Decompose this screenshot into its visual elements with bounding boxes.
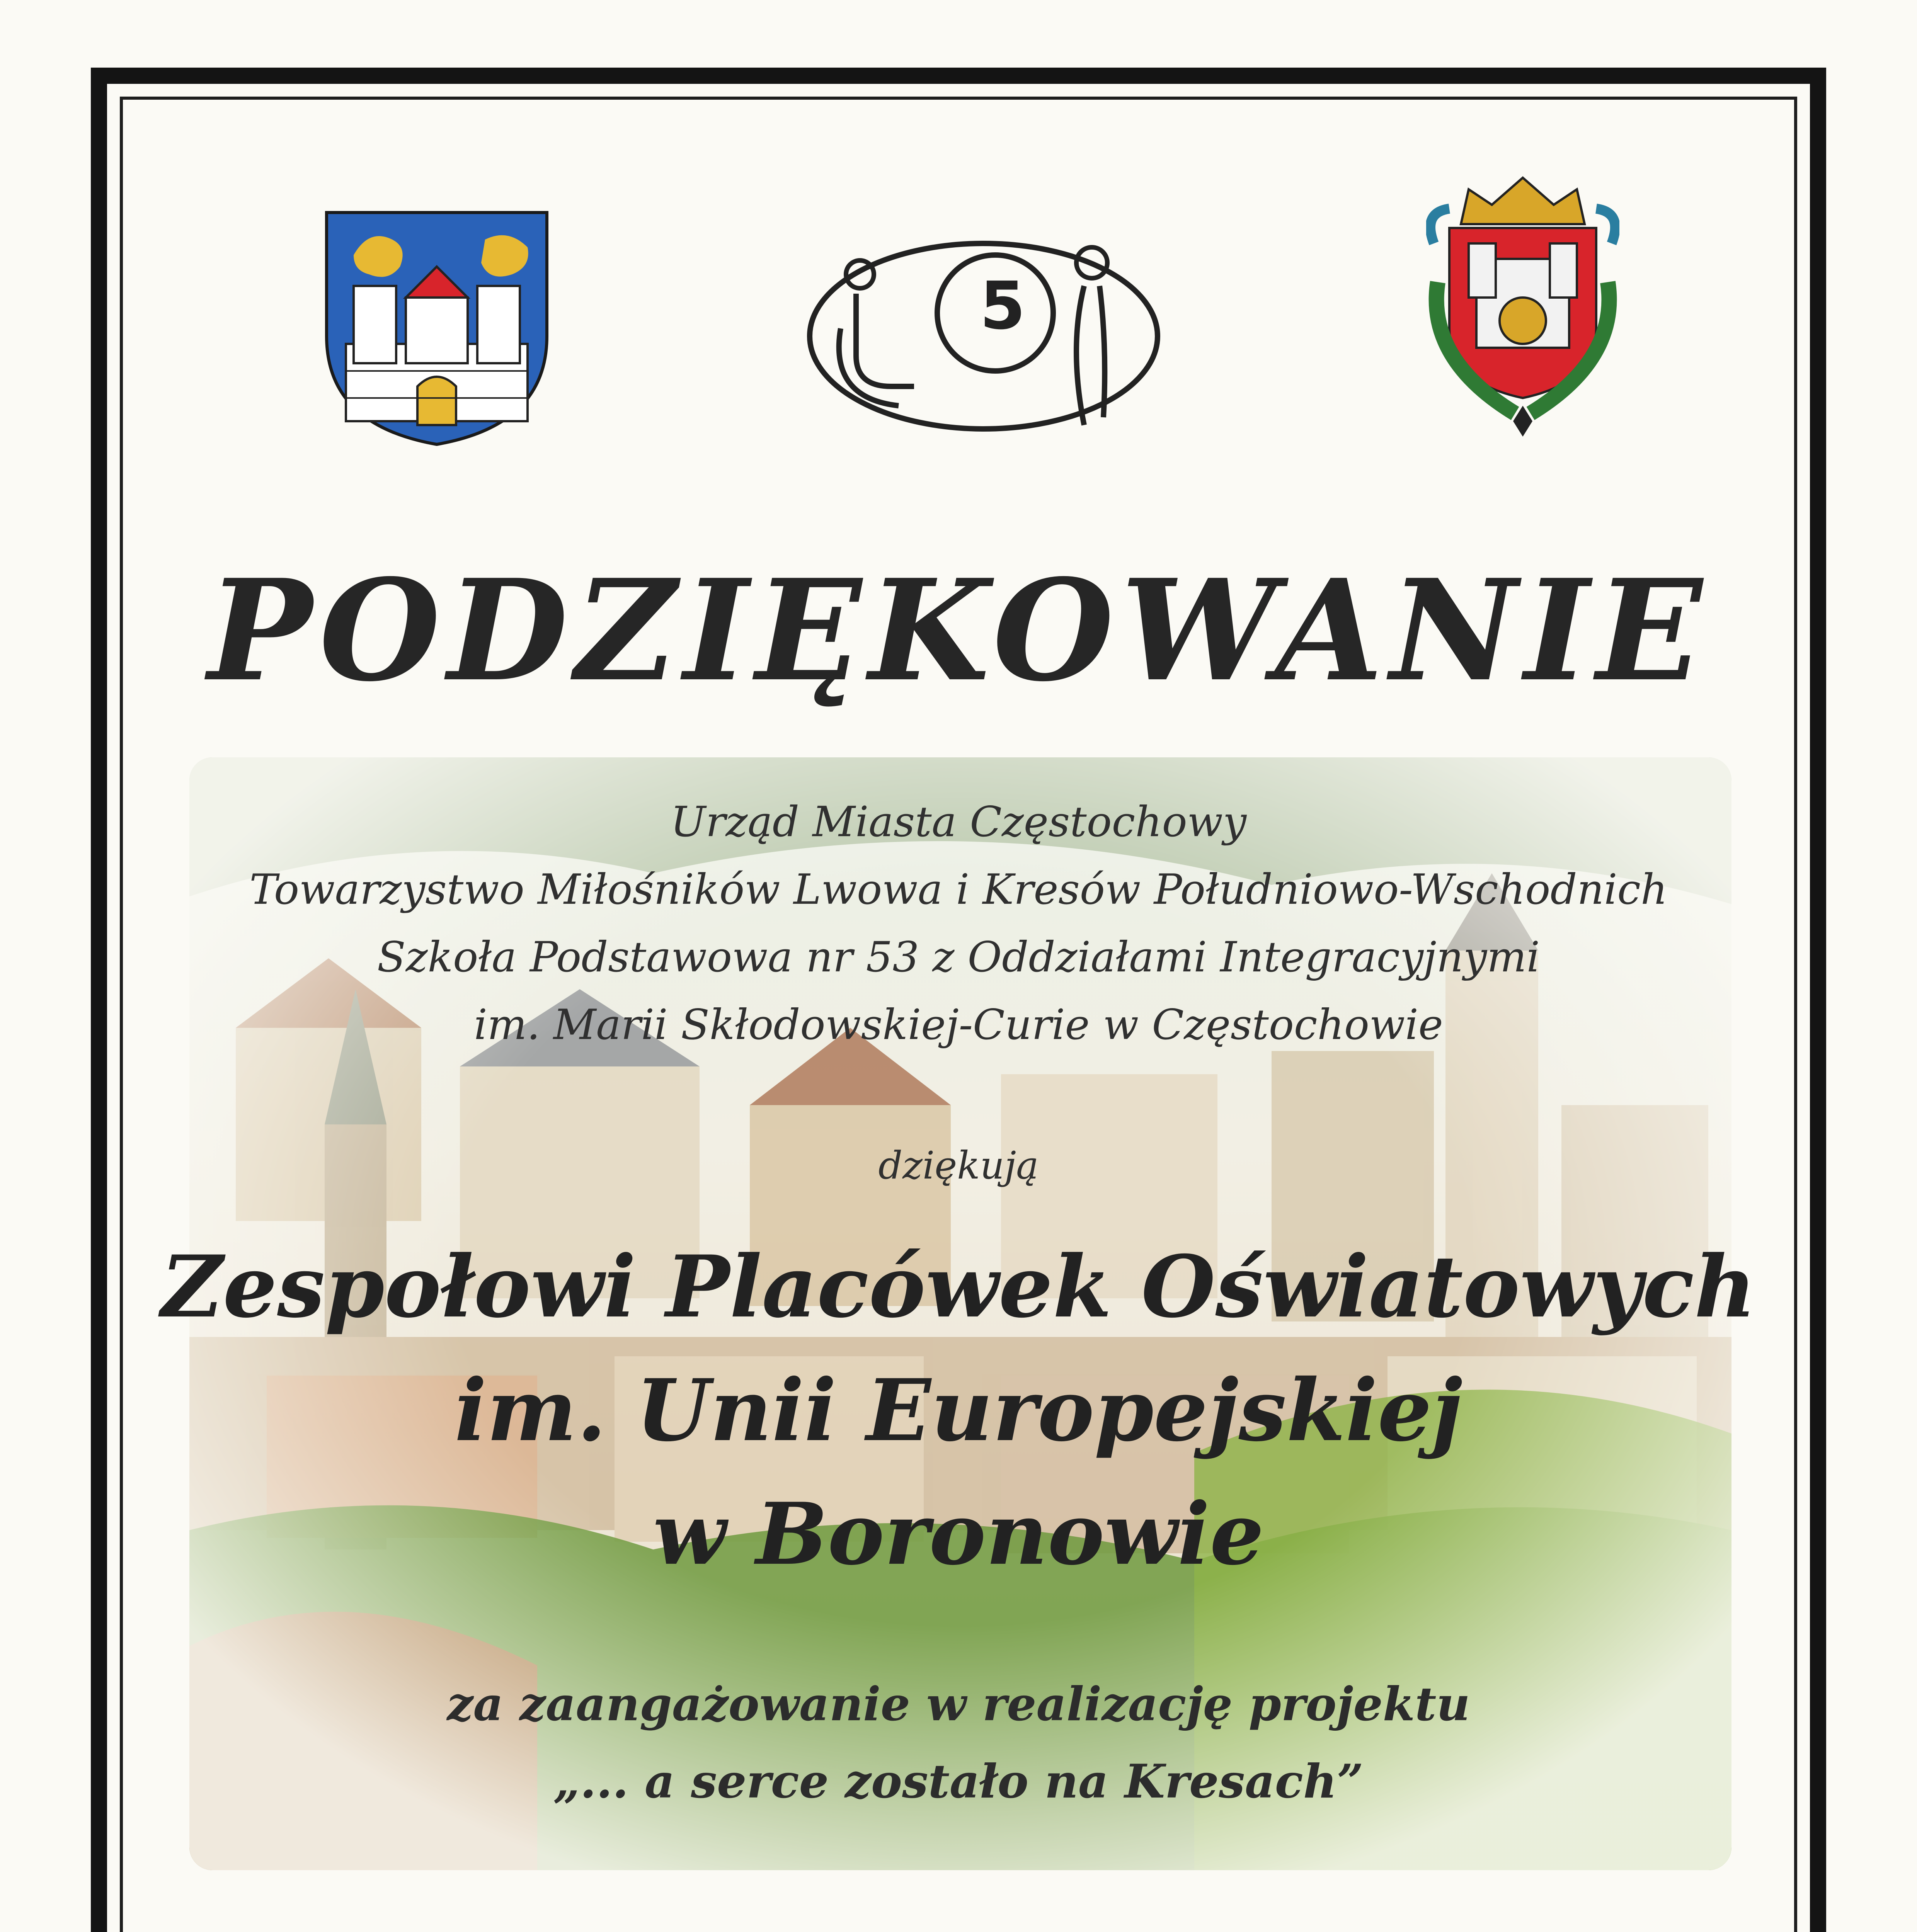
school-logo-icon xyxy=(798,232,1165,444)
reason-line-2: „... a serce zostało na Kresach” xyxy=(553,1754,1364,1809)
reason-line-1: za zaangażowanie w realizację projektu xyxy=(447,1677,1470,1731)
page-title: PODZIĘKOWANIE xyxy=(208,549,1709,712)
verb: dziękują xyxy=(878,1144,1039,1188)
recipient-line-1: Zespołowi Placówek Oświatowych xyxy=(161,1236,1756,1337)
recipient-line-3: w Boronowie xyxy=(653,1484,1264,1584)
city-coat-of-arms-icon xyxy=(323,209,551,448)
recipient-line-2: im. Unii Europejskiej xyxy=(454,1360,1463,1460)
svg-text:5: 5 xyxy=(980,268,1026,344)
issuer-line-4: im. Marii Skłodowskiej-Curie w Częstochowie xyxy=(474,1001,1443,1049)
crowned-coat-of-arms-icon xyxy=(1426,166,1619,444)
issuer-line-2: Towarzystwo Miłośników Lwowa i Kresów Południowo-Wschodnich xyxy=(249,866,1668,914)
issuer-line-1: Urząd Miasta Częstochowy xyxy=(670,798,1247,846)
issuer-line-3: Szkoła Podstawowa nr 53 z Oddziałami Integracyjnymi xyxy=(377,933,1540,981)
